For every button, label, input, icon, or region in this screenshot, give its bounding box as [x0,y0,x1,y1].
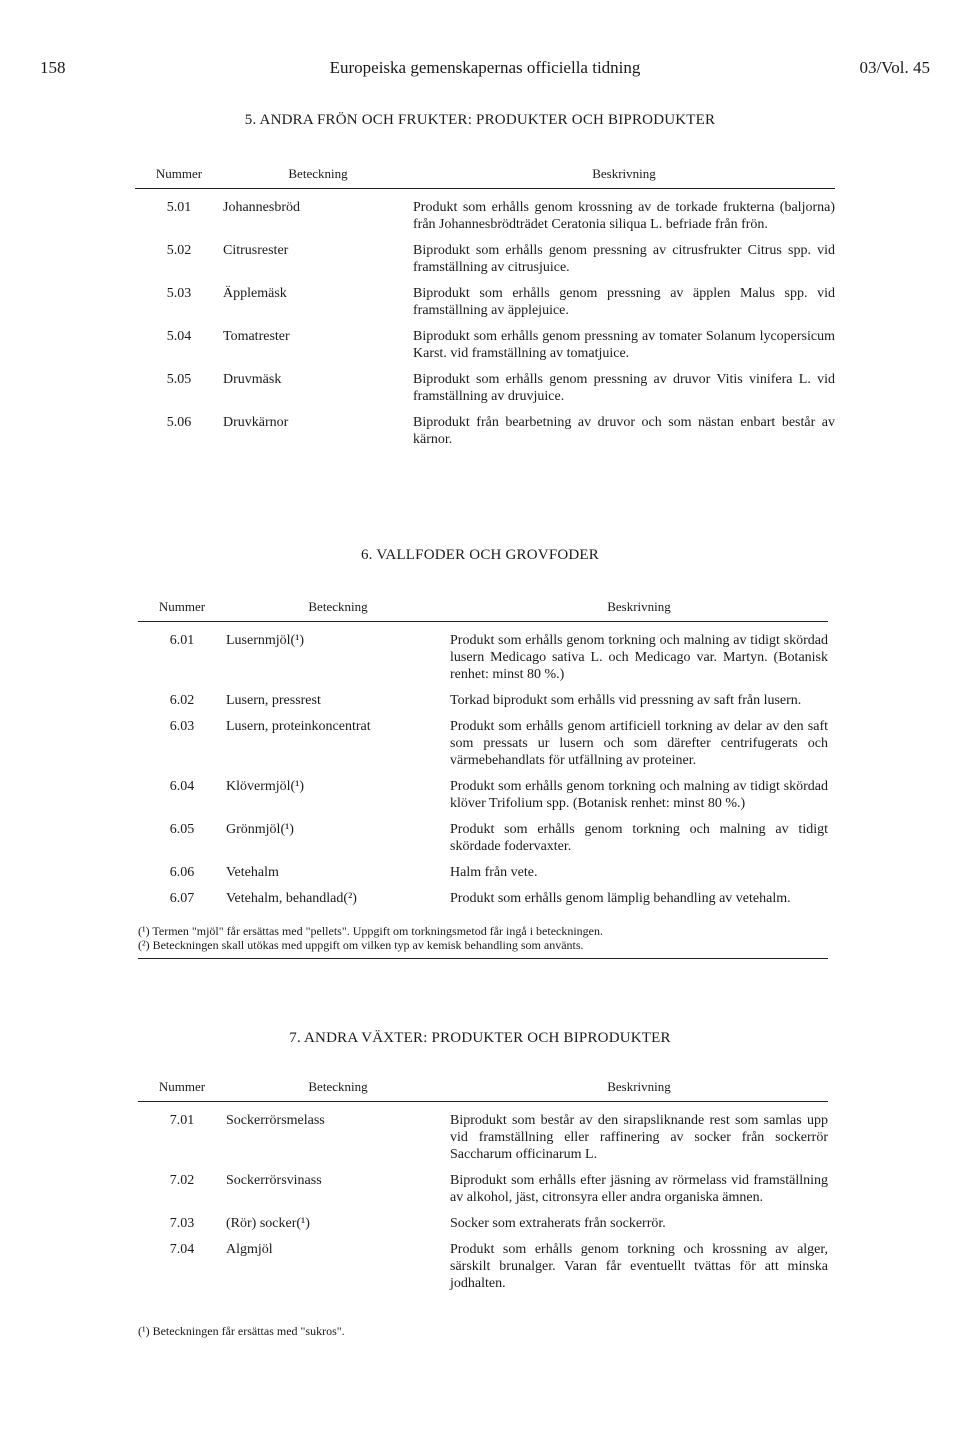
table-row [138,821,828,864]
item-description: Produkt som erhålls genom torkning och malning av tidigt skördade fodervaxter. [450,822,828,854]
footnote: (¹) Beteckningen får ersättas med "sukros". [138,1324,345,1338]
section-6-footnotes [138,924,828,952]
item-description: Produkt som erhålls genom torkning och malning av tidigt skördad klöver Trifolium spp. (Botanisk renhet: minst 80 %.) [450,779,828,811]
item-name: Lusern, pressrest [226,693,321,708]
item-name: (Rör) socker(¹) [226,1216,310,1231]
item-number: 5.03 [166,286,192,301]
header-description: Beskrivning [450,1073,828,1102]
table-row [138,778,828,821]
item-description: Biprodukt som erhålls genom pressning av druvor Vitis vinifera L. vid framställning av druvjuice. [413,372,835,404]
table-row [135,242,835,285]
page-number: 158 [40,58,66,77]
table-row [135,414,835,457]
section-6-bottom-rule [138,958,828,959]
item-name: Druvkärnor [223,415,289,430]
header-description: Beskrivning [413,160,835,189]
item-number: 6.03 [169,719,195,734]
header-number: Nummer [138,593,226,622]
section-7-title: 7. ANDRA VÄXTER: PRODUKTER OCH BIPRODUKTER [289,1030,671,1046]
table-row [138,1102,828,1173]
item-number: 6.02 [169,693,195,708]
table-row [135,371,835,414]
item-description: Produkt som erhålls genom krossning av de torkade frukterna (baljorna) från Johannesbrödträdet Ceratonia siliqua L. befriade från frön. [413,200,835,232]
item-name: Citrusrester [223,243,289,258]
item-description: Biprodukt som erhålls efter jäsning av rörmelass vid framställning av alkohol, jäst, citronsyra eller andra organiska ämnen. [450,1173,828,1205]
table-row [138,1172,828,1215]
item-number: 7.02 [169,1173,195,1188]
item-name: Lusern, proteinkoncentrat [226,719,371,734]
item-name: Sockerrörsmelass [226,1113,325,1128]
item-name: Vetehalm, behandlad(²) [226,891,357,906]
item-name: Lusernmjöl(¹) [226,633,305,648]
item-description: Biprodukt från bearbetning av druvor och som nästan enbart består av kärnor. [413,415,835,447]
item-name: Klövermjöl(¹) [226,779,305,794]
item-description: Biprodukt som består av den sirapsliknande rest som samlas upp vid framställning eller raffinering av socker från sockerrör Saccharum officinarum L. [450,1113,828,1162]
item-name: Grönmjöl(¹) [226,822,294,837]
header-number: Nummer [135,160,223,189]
table-row [135,285,835,328]
table-row [135,328,835,371]
item-number: 6.01 [169,633,195,648]
volume-label: 03/Vol. 45 [859,58,930,77]
footnote: (²) Beteckningen skall utökas med uppgift om vilken typ av kemisk behandling som använts. [138,938,584,952]
table-row [138,1241,828,1301]
section-6-title: 6. VALLFODER OCH GROVFODER [360,547,599,563]
journal-title: Europeiska gemenskapernas officiella tidning [329,58,641,77]
table-header-row [135,160,835,189]
table-row [138,692,828,718]
header-name: Beteckning [226,593,450,622]
table-row [138,1215,828,1241]
item-description: Torkad biprodukt som erhålls vid pressning av saft från lusern. [450,693,802,708]
header-number: Nummer [138,1073,226,1102]
item-number: 7.04 [169,1242,195,1257]
item-name: Äpplemäsk [223,286,287,301]
item-description: Produkt som erhålls genom artificiell torkning av delar av den saft som pressats ur lusern och som därefter centrifugerats och värmebehandlats för utfällning av proteiner. [450,719,828,768]
table-row [138,890,828,916]
section-5-table [135,160,835,457]
item-number: 7.03 [169,1216,195,1231]
section-6-table [138,593,828,916]
item-number: 6.06 [169,865,195,880]
section-5-title: 5. ANDRA FRÖN OCH FRUKTER: PRODUKTER OCH BIPRODUKTER [244,112,716,128]
table-row [138,718,828,778]
item-description: Biprodukt som erhålls genom pressning av äpplen Malus spp. vid framställning av äpplejuice. [413,286,835,318]
item-name: Johannesbröd [223,200,300,215]
item-number: 5.05 [166,372,192,387]
section-7-footnotes [138,1324,828,1338]
item-number: 7.01 [169,1113,195,1128]
header-description: Beskrivning [450,593,828,622]
table-header-row [138,593,828,622]
item-description: Halm från vete. [450,865,538,880]
item-description: Biprodukt som erhålls genom pressning av tomater Solanum lycopersicum Karst. vid framställning av tomatjuice. [413,329,835,361]
item-name: Tomatrester [223,329,290,344]
footnote: (¹) Termen "mjöl" får ersättas med "pellets". Uppgift om torkningsmetod får ingå i beteckningen. [138,924,604,938]
item-name: Sockerrörsvinass [226,1173,322,1188]
table-row [138,864,828,890]
item-name: Druvmäsk [223,372,282,387]
item-number: 5.04 [166,329,192,344]
item-description: Biprodukt som erhålls genom pressning av citrusfrukter Citrus spp. vid framställning av citrusjuice. [413,243,835,275]
item-name: Vetehalm [226,865,279,880]
table-row [135,189,835,243]
header-name: Beteckning [226,1073,450,1102]
header-name: Beteckning [223,160,413,189]
item-description: Produkt som erhålls genom torkning och malning av tidigt skördad lusern Medicago sativa L. och Medicago var. Martyn. (Botanisk renhet: minst 80 %.) [450,633,828,682]
item-number: 5.02 [166,243,192,258]
page-header [40,58,930,86]
table-header-row [138,1073,828,1102]
item-description: Produkt som erhålls genom torkning och krossning av alger, särskilt brunalger. Varan får eventuellt tvättas för att minska jodhalten. [450,1242,828,1291]
section-7-table [138,1073,828,1301]
item-number: 5.01 [166,200,192,215]
table-row [138,622,828,693]
item-number: 6.07 [169,891,195,906]
item-number: 6.05 [169,822,195,837]
item-number: 6.04 [169,779,195,794]
item-number: 5.06 [166,415,192,430]
item-description: Produkt som erhålls genom lämplig behandling av vetehalm. [450,891,791,906]
item-description: Socker som extraherats från sockerrör. [450,1216,666,1231]
item-name: Algmjöl [226,1242,273,1257]
